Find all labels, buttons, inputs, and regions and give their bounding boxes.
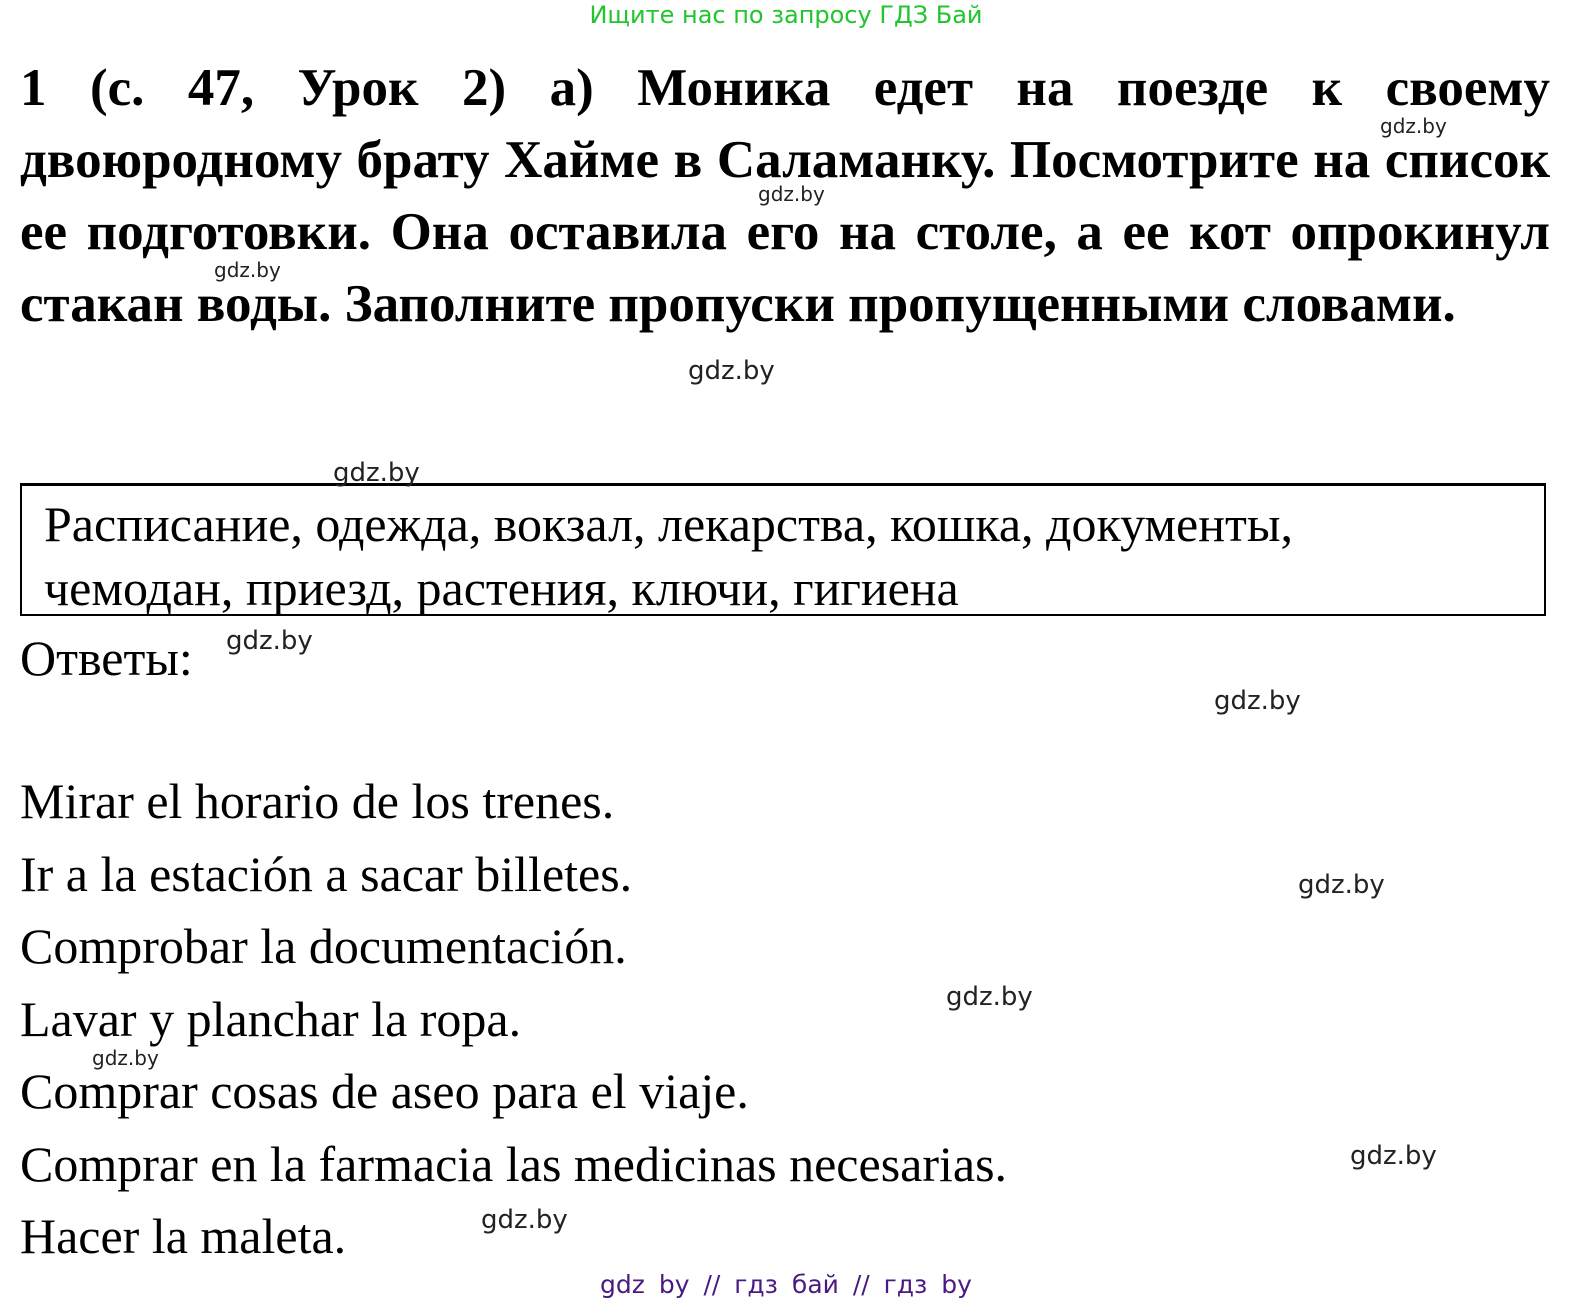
watermark: gdz.by bbox=[688, 356, 775, 386]
answers-label: Ответы: bbox=[20, 630, 193, 686]
task-heading: 1 (с. 47, Урок 2) а) Моника едет на поезде к своему двоюродному брату Хайме в Саламанку. Посмотрите на список ее подготовки. Она оставила его на столе, а ее кот опрокинул стакан воды. Заполните пропуски пропущенными словами. bbox=[20, 59, 1550, 333]
answer-item: Lavar y planchar la ropa. bbox=[20, 990, 522, 1047]
watermark: gdz.by bbox=[1380, 114, 1447, 138]
word-bank-line-2: чемодан, приезд, растения, ключи, гигиена bbox=[44, 560, 959, 616]
footer-watermark: gdz by // гдз бай // гдз by bbox=[600, 1270, 972, 1299]
watermark: gdz.by bbox=[946, 982, 1033, 1012]
watermark: gdz.by bbox=[1298, 870, 1385, 900]
answers-list bbox=[20, 768, 1007, 1276]
word-bank-box bbox=[20, 483, 1546, 616]
answer-item: Ir a la estación a sacar billetes. bbox=[20, 845, 633, 902]
watermark: gdz.by bbox=[481, 1205, 568, 1235]
answer-item: Comprar en la farmacia las medicinas necesarias. bbox=[20, 1135, 1008, 1192]
word-bank-line-1: Расписание, одежда, вокзал, лекарства, кошка, документы, bbox=[44, 496, 1293, 552]
watermark: gdz.by bbox=[214, 258, 281, 282]
watermark: gdz.by bbox=[1350, 1141, 1437, 1171]
search-banner: Ищите нас по запросу ГДЗ Бай bbox=[589, 1, 983, 29]
watermark: gdz.by bbox=[1214, 686, 1301, 716]
watermark: gdz.by bbox=[92, 1046, 159, 1070]
answer-item: Hacer la maleta. bbox=[20, 1208, 347, 1264]
watermark: gdz.by bbox=[758, 182, 825, 206]
watermark: gdz.by bbox=[226, 626, 313, 656]
answer-item: Mirar el horario de los trenes. bbox=[20, 773, 615, 829]
answer-item: Comprobar la documentación. bbox=[20, 918, 627, 974]
answer-item: Comprar cosas de aseo para el viaje. bbox=[20, 1063, 749, 1119]
watermark: gdz.by bbox=[333, 458, 420, 488]
